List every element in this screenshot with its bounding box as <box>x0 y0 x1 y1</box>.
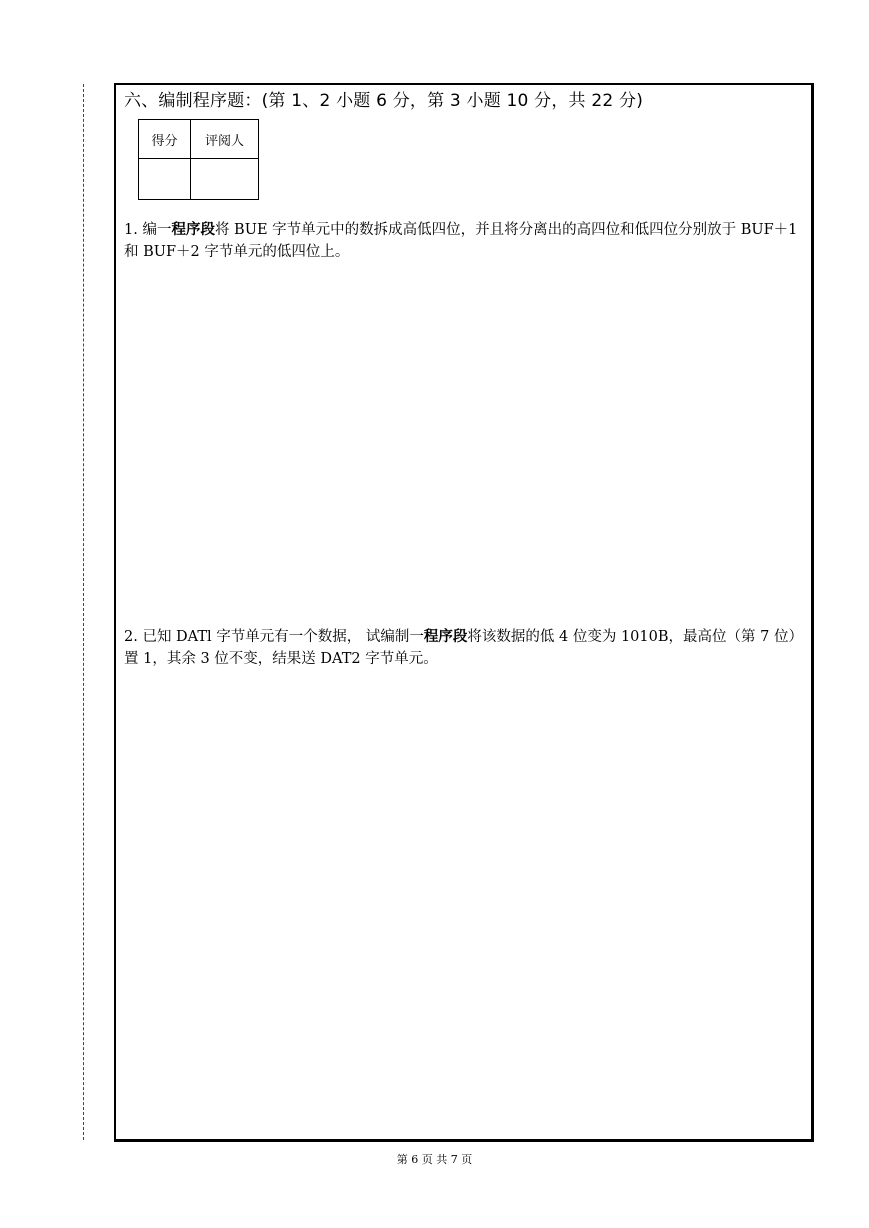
question-text-pre: 编一 <box>137 222 172 238</box>
question-keyword: 程序段 <box>171 222 215 238</box>
question-text-post: 将该数据的低 4 位变为 1010B，最高位（第 7 位）置 1，其余 3 位不变，结果送 DAT2 字节单元。 <box>124 629 803 667</box>
score-header: 得分 <box>139 120 191 159</box>
question-1 <box>124 219 804 263</box>
question-number: 1. <box>124 222 138 238</box>
question-2 <box>124 626 804 670</box>
question-keyword: 程序段 <box>423 629 468 645</box>
page-footer: 第 6 页 共 7 页 <box>396 1153 473 1166</box>
binding-line <box>83 84 84 1140</box>
question-text-pre: 已知 DATl 字节单元有一个数据， 试编制一 <box>137 629 424 645</box>
reviewer-cell <box>191 159 259 200</box>
question-number: 2. <box>124 629 138 645</box>
question-text-post: 将 BUE 字节单元中的数拆成高低四位，并且将分离出的高四位和低四位分别放于 BUF＋1 和 BUF＋2 字节单元的低四位上。 <box>124 222 798 260</box>
score-table <box>138 119 259 200</box>
exam-section-frame <box>114 83 814 1142</box>
score-cell <box>139 159 191 200</box>
reviewer-header: 评阅人 <box>191 120 259 159</box>
section-title: 六、编制程序题：(第 1、2 小题 6 分，第 3 小题 10 分，共 22 分) <box>124 91 644 111</box>
